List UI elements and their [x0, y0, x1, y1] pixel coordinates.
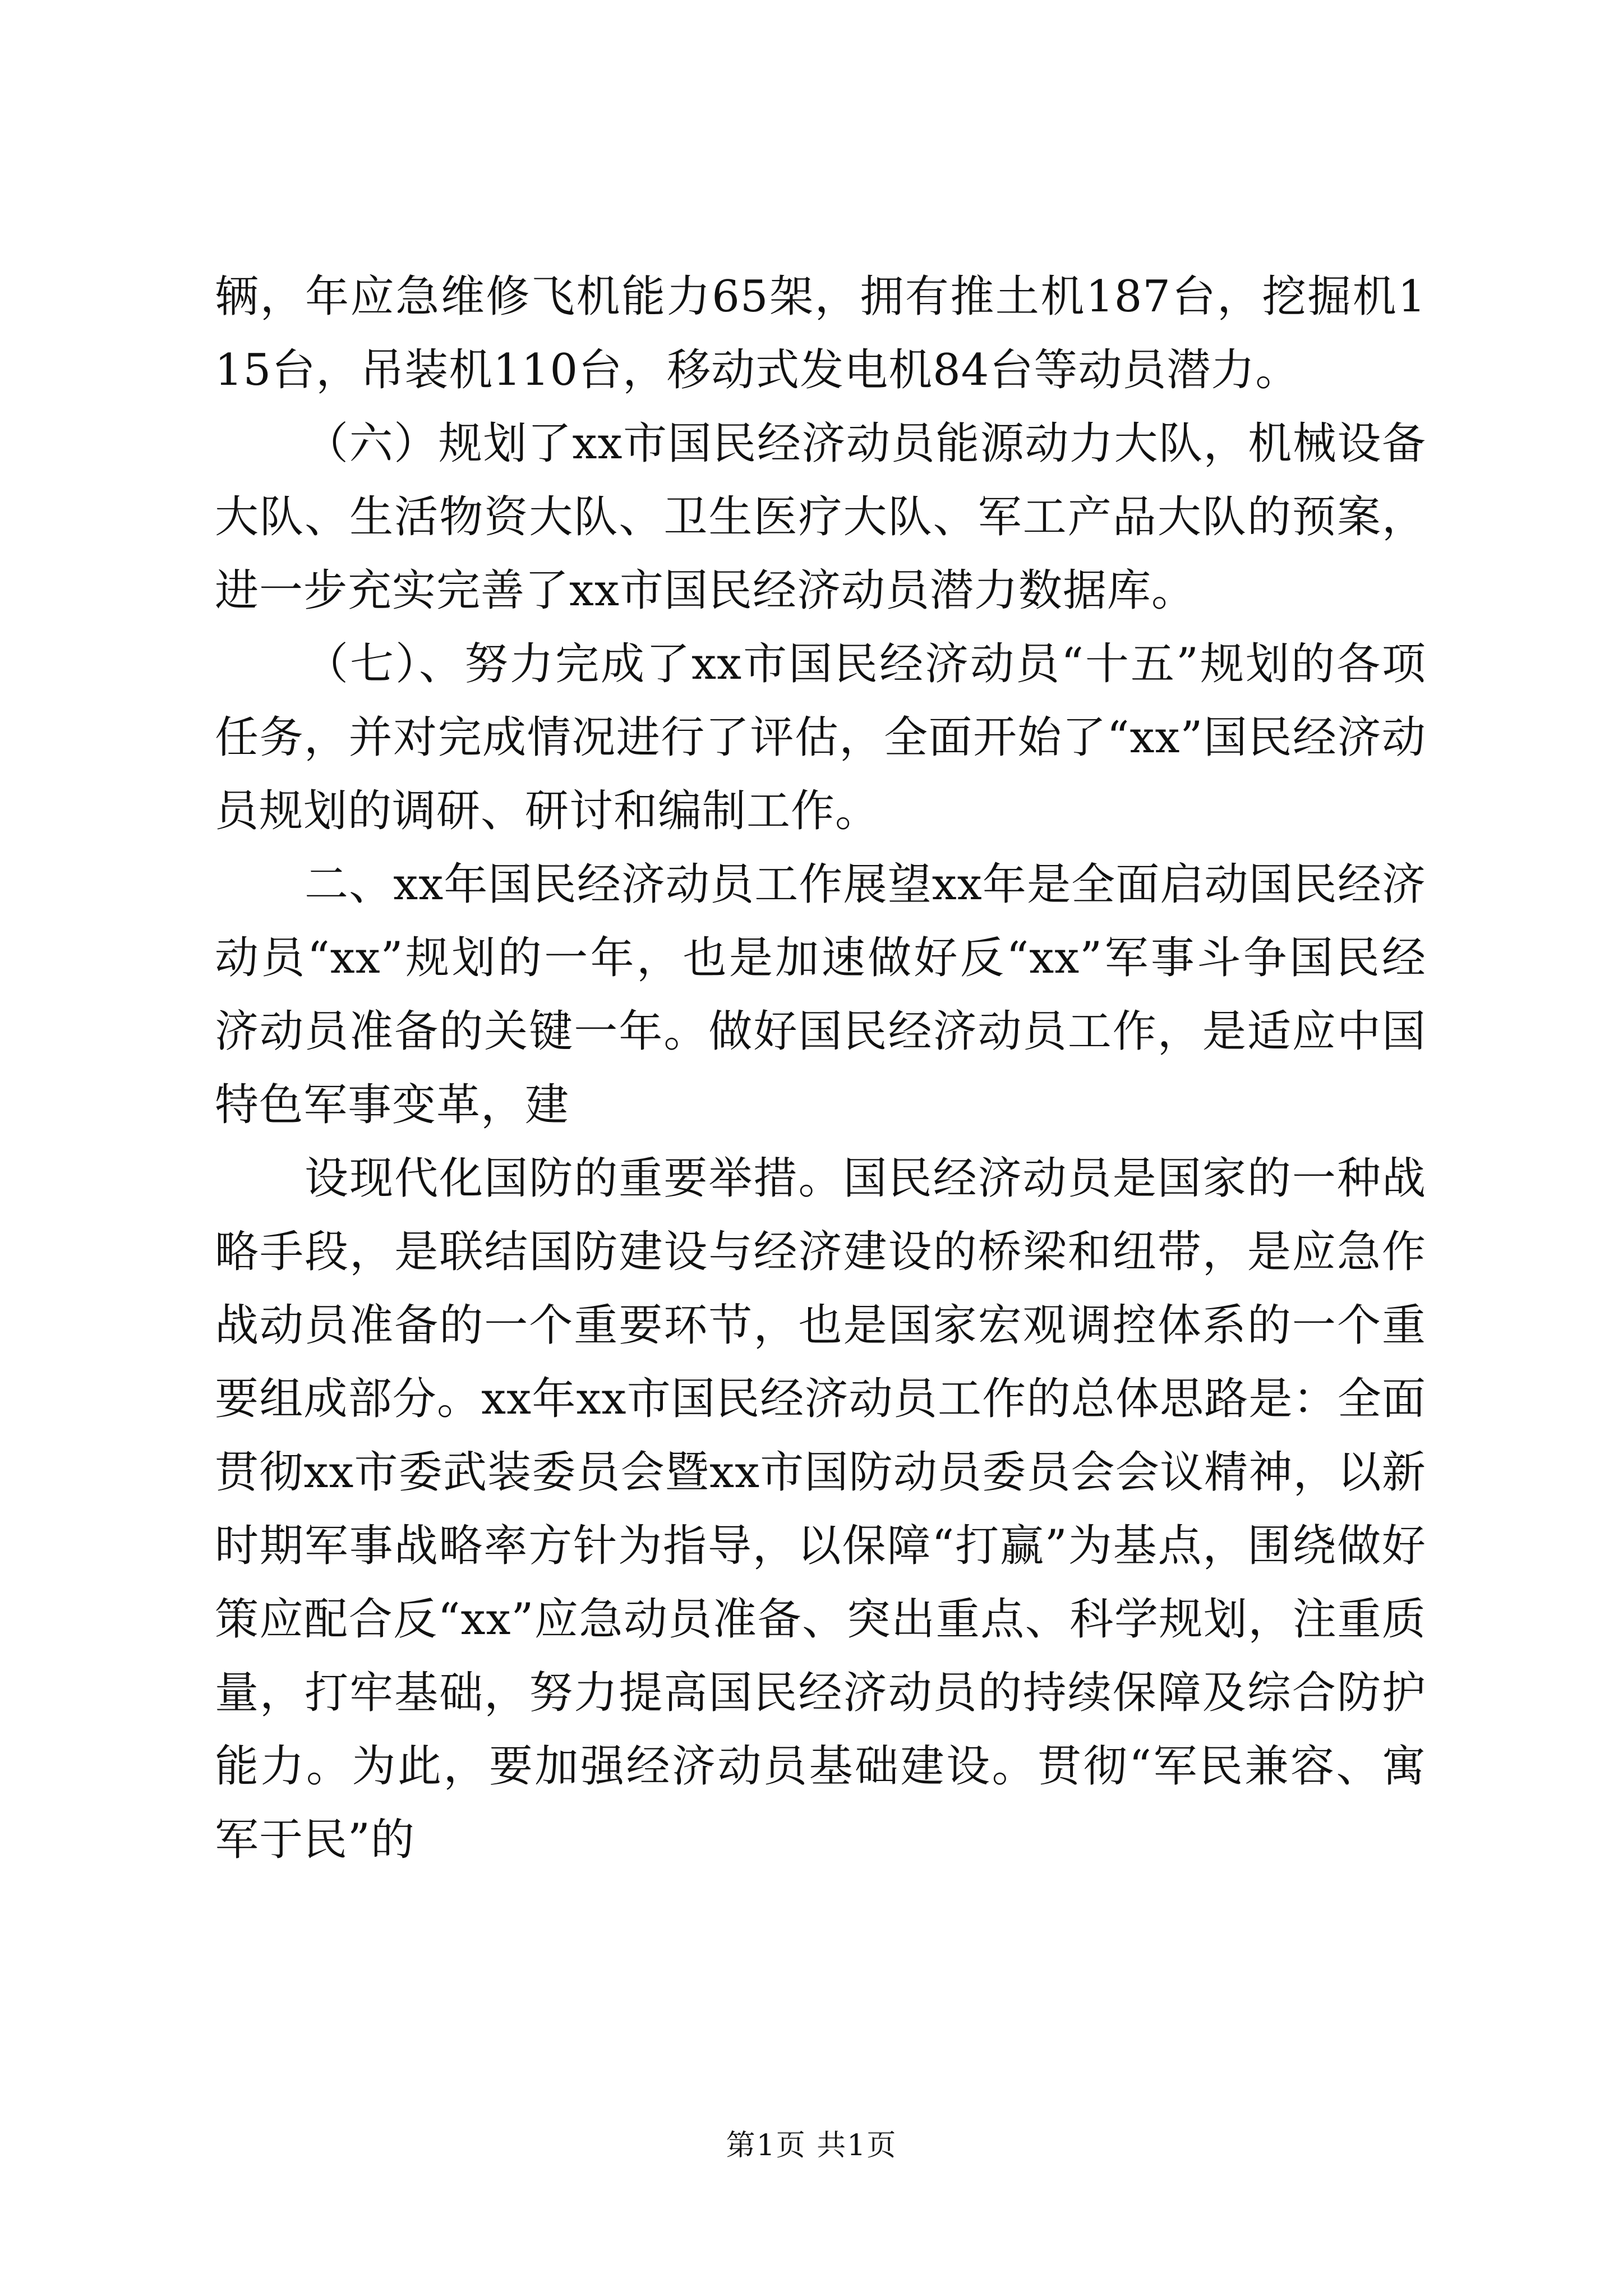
document-body — [215, 260, 1426, 1877]
paragraph-section-six: （六）规划了xx市国民经济动员能源动力大队，机械设备大队、生活物资大队、卫生医疗大队、军工产品大队的预案，进一步充实完善了xx市国民经济动员潜力数据库。 — [215, 418, 1426, 616]
paragraph-overall-approach: 设现代化国防的重要举措。国民经济动员是国家的一种战略手段，是联结国防建设与经济建设的桥梁和纽带，是应急作战动员准备的一个重要环节，也是国家宏观调控体系的一个重要组成部分。xx年xx市国民经济动员工作的总体思路是：全面贯彻xx市委武装委员会暨xx市国防动员委员会会议精神，以新时期军事战略率方针为指导，以保障“打赢”为基点，围绕做好策应配合反“xx”应急动员准备、突出重点、科学规划，注重质量，打牢基础，努力提高国民经济动员的持续保障及综合防护能力。为此，要加强经济动员基础建设。贯彻“军民兼容、寓军于民”的 — [215, 1153, 1426, 1865]
page-footer: 第1页 共1页 — [726, 2129, 897, 2162]
paragraph-section-seven: （七）、努力完成了xx市国民经济动员“十五”规划的各项任务，并对完成情况进行了评估，全面开始了“xx”国民经济动员规划的调研、研讨和编制工作。 — [215, 639, 1426, 836]
paragraph-continuation: 辆，年应急维修飞机能力65架，拥有推土机187台，挖掘机115台，吊装机110台，移动式发电机84台等动员潜力。 — [215, 272, 1426, 395]
paragraph-outlook: 二、xx年国民经济动员工作展望xx年是全面启动国民经济动员“xx”规划的一年，也是加速做好反“xx”军事斗争国民经济动员准备的关键一年。做好国民经济动员工作，是适应中国特色军事变革，建 — [215, 859, 1426, 1130]
